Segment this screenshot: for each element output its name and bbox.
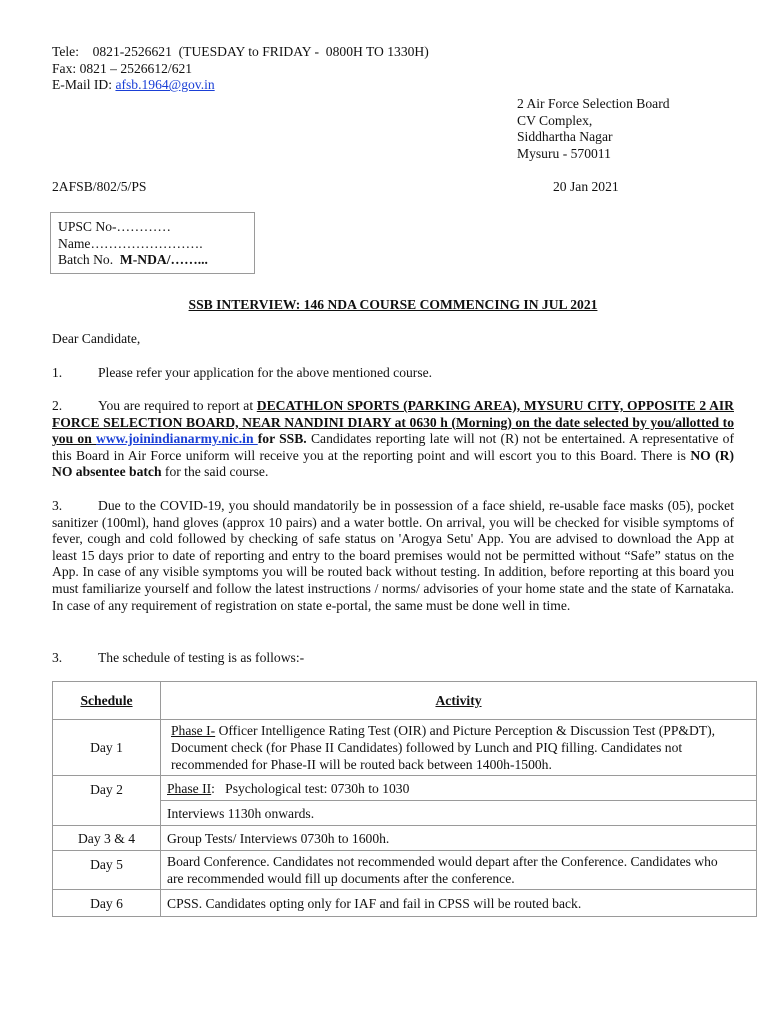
table-row [53, 720, 757, 776]
paragraph-text: The schedule of testing is as follows:- [98, 650, 305, 665]
paragraph-number: 3. [52, 650, 63, 665]
activity-cell [161, 720, 757, 776]
reporting-location: DECATHLON SPORTS (PARKING AREA), MYSURU CITY, OPPOSITE 2 AIR FORCE SELECTION BOARD, NEAR NANDINI DIARY at 0630 h (Morning) on the date selected by you/allotted to you on [52, 398, 734, 447]
table-row [53, 851, 757, 890]
phase-label: Phase I- [171, 723, 216, 738]
table-row [53, 826, 757, 851]
address-line: Mysuru - 570011 [517, 145, 611, 161]
candidate-details-box [50, 212, 255, 274]
activity-text: Officer Intelligence Rating Test (OIR) and Picture Perception & Discussion Test (PP&DT), Document check (for Phase II Candidates) followed by Lunch and PIQ filling. Candidates not recommended for Phase-II will be routed back between 1400h-1500h. [171, 723, 716, 772]
board-address [517, 96, 670, 162]
phase-label: Phase II [167, 780, 212, 796]
address-line: 2 Air Force Selection Board [517, 96, 670, 111]
activity-text: : Psychological test: 0730h to 1030 [211, 780, 410, 796]
salutation: Dear Candidate, [52, 331, 141, 346]
paragraph-text: for SSB. [257, 431, 307, 447]
schedule-cell: Day 5 [53, 851, 161, 890]
paragraph-text: Candidates reporting late will not (R) not be entertained. A representative of this Board in Air Force uniform will receive you at the reporting point and will escort you to this Board. There is [52, 431, 735, 463]
contact-header [52, 44, 429, 94]
paragraph-2 [52, 398, 734, 481]
paragraph-text: You are required to report at [98, 398, 257, 413]
fax-line: Fax: 0821 – 2526612/621 [52, 60, 193, 76]
email-label: E-Mail ID: [52, 77, 116, 93]
paragraph-3 [52, 498, 734, 614]
name-line: Name……………………. [58, 235, 203, 251]
batch-value: M-NDA/……... [119, 252, 208, 268]
table-row [53, 890, 757, 917]
address-line: Siddhartha Nagar [517, 129, 613, 145]
email-line [52, 77, 429, 94]
paragraph-number: 1. [52, 365, 63, 380]
table-header-row [53, 682, 757, 720]
paragraph-text: for the said course. [161, 464, 269, 480]
address-line: CV Complex, [517, 112, 593, 128]
tele-line: Tele: 0821-2526621 (TUESDAY to FRIDAY - 0800H TO 1330H) [52, 44, 429, 59]
schedule-cell: Day 3 & 4 [53, 826, 161, 851]
activity-cell: Group Tests/ Interviews 0730h to 1600h. [161, 826, 757, 851]
activity-header: Activity [161, 682, 757, 720]
table-row [53, 776, 757, 801]
schedule-cell: Day 2 [53, 776, 161, 826]
subject-heading: SSB INTERVIEW: 146 NDA COURSE COMMENCING IN JUL 2021 [188, 297, 598, 312]
batch-line [58, 252, 254, 269]
website-link[interactable]: www.joinindianarmy.nic.in [96, 431, 258, 447]
schedule-cell: Day 1 [53, 720, 161, 776]
paragraph-number: 3. [52, 498, 63, 513]
absentee-notice: NO (R) NO absentee batch [52, 447, 734, 480]
schedule-cell: Day 6 [53, 890, 161, 917]
email-link[interactable]: afsb.1964@gov.in [115, 77, 215, 93]
schedule-table [52, 681, 757, 917]
paragraph-number: 2. [52, 398, 63, 413]
activity-cell: CPSS. Candidates opting only for IAF and fail in CPSS will be routed back. [161, 890, 757, 917]
paragraph-text: Due to the COVID-19, you should mandatorily be in possession of a face shield, re-usable face masks (05), pocket sanitizer (100ml), hand gloves (approx 10 pairs) and a water bottle. On arrival, you will be checked for visible symptoms of fever, cough and cold followed by checking of safe status on 'Arogya Setu' App. You are advised to download the App at least 15 days prior to date of reporting and entry to the board premises would not be permitted without “Safe” status on the App. In case of any visible symptoms you will be routed back without testing. In addition, before reporting at this board you must familiarize yourself and follow the latest instructions / norms/ advisories of your home state and the state of Karnataka. In case of any requirement of registration on state e-portal, the same must be done well in time. [52, 498, 734, 613]
upsc-number-line: UPSC No-………… [58, 219, 171, 234]
activity-cell: Board Conference. Candidates not recommended would depart after the Conference. Candidates who are recommended would fill up documents after the conference. [161, 851, 757, 890]
paragraph-1 [52, 365, 734, 382]
activity-cell: Interviews 1130h onwards. [161, 801, 757, 826]
reference-number: 2AFSB/802/5/PS [52, 179, 147, 194]
batch-label: Batch No. [58, 252, 120, 268]
activity-cell [161, 776, 757, 801]
paragraph-text: Please refer your application for the above mentioned course. [98, 365, 433, 380]
letter-date: 20 Jan 2021 [553, 179, 619, 194]
paragraph-4 [52, 650, 734, 667]
schedule-header: Schedule [53, 682, 161, 720]
